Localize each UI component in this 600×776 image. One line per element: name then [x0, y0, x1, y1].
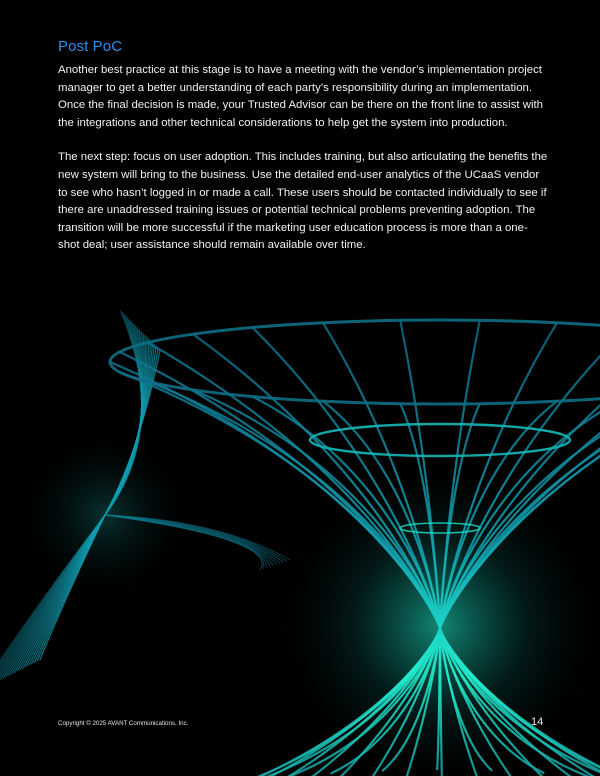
main-content: [58, 38, 548, 272]
glow-left: [0, 420, 220, 620]
paragraph-implementation: Another best practice at this stage is to have a meeting with the vendor’s implementation project manager to get a better understanding of each party’s responsibility during an implementation. Once the final decision is made, your Trusted Advisor can be there on the front line to assist with the integrations and other technical considerations to help get the system into production.: [58, 64, 543, 129]
footer-copyright: Copyright © 2025 AVANT Communications, Inc.: [58, 720, 189, 727]
funnel-top-ring: [110, 320, 600, 404]
section-heading: Post PoC: [58, 38, 123, 55]
paragraph-user-adoption: The next step: focus on user adoption. This includes training, but also articulating the benefits the new system will bring to the business. Use the detailed end-user analytics of the UCaaS vendor to see who hasn’t logged in or made a call. These users should be contacted individually to see if there are unaddressed training issues or potential technical problems preventing adoption. The transition will be more successful if the marketing user education process is more than a one-shot deal; user assistance should remain available over time.: [58, 151, 548, 252]
page-number: 14: [531, 716, 544, 728]
